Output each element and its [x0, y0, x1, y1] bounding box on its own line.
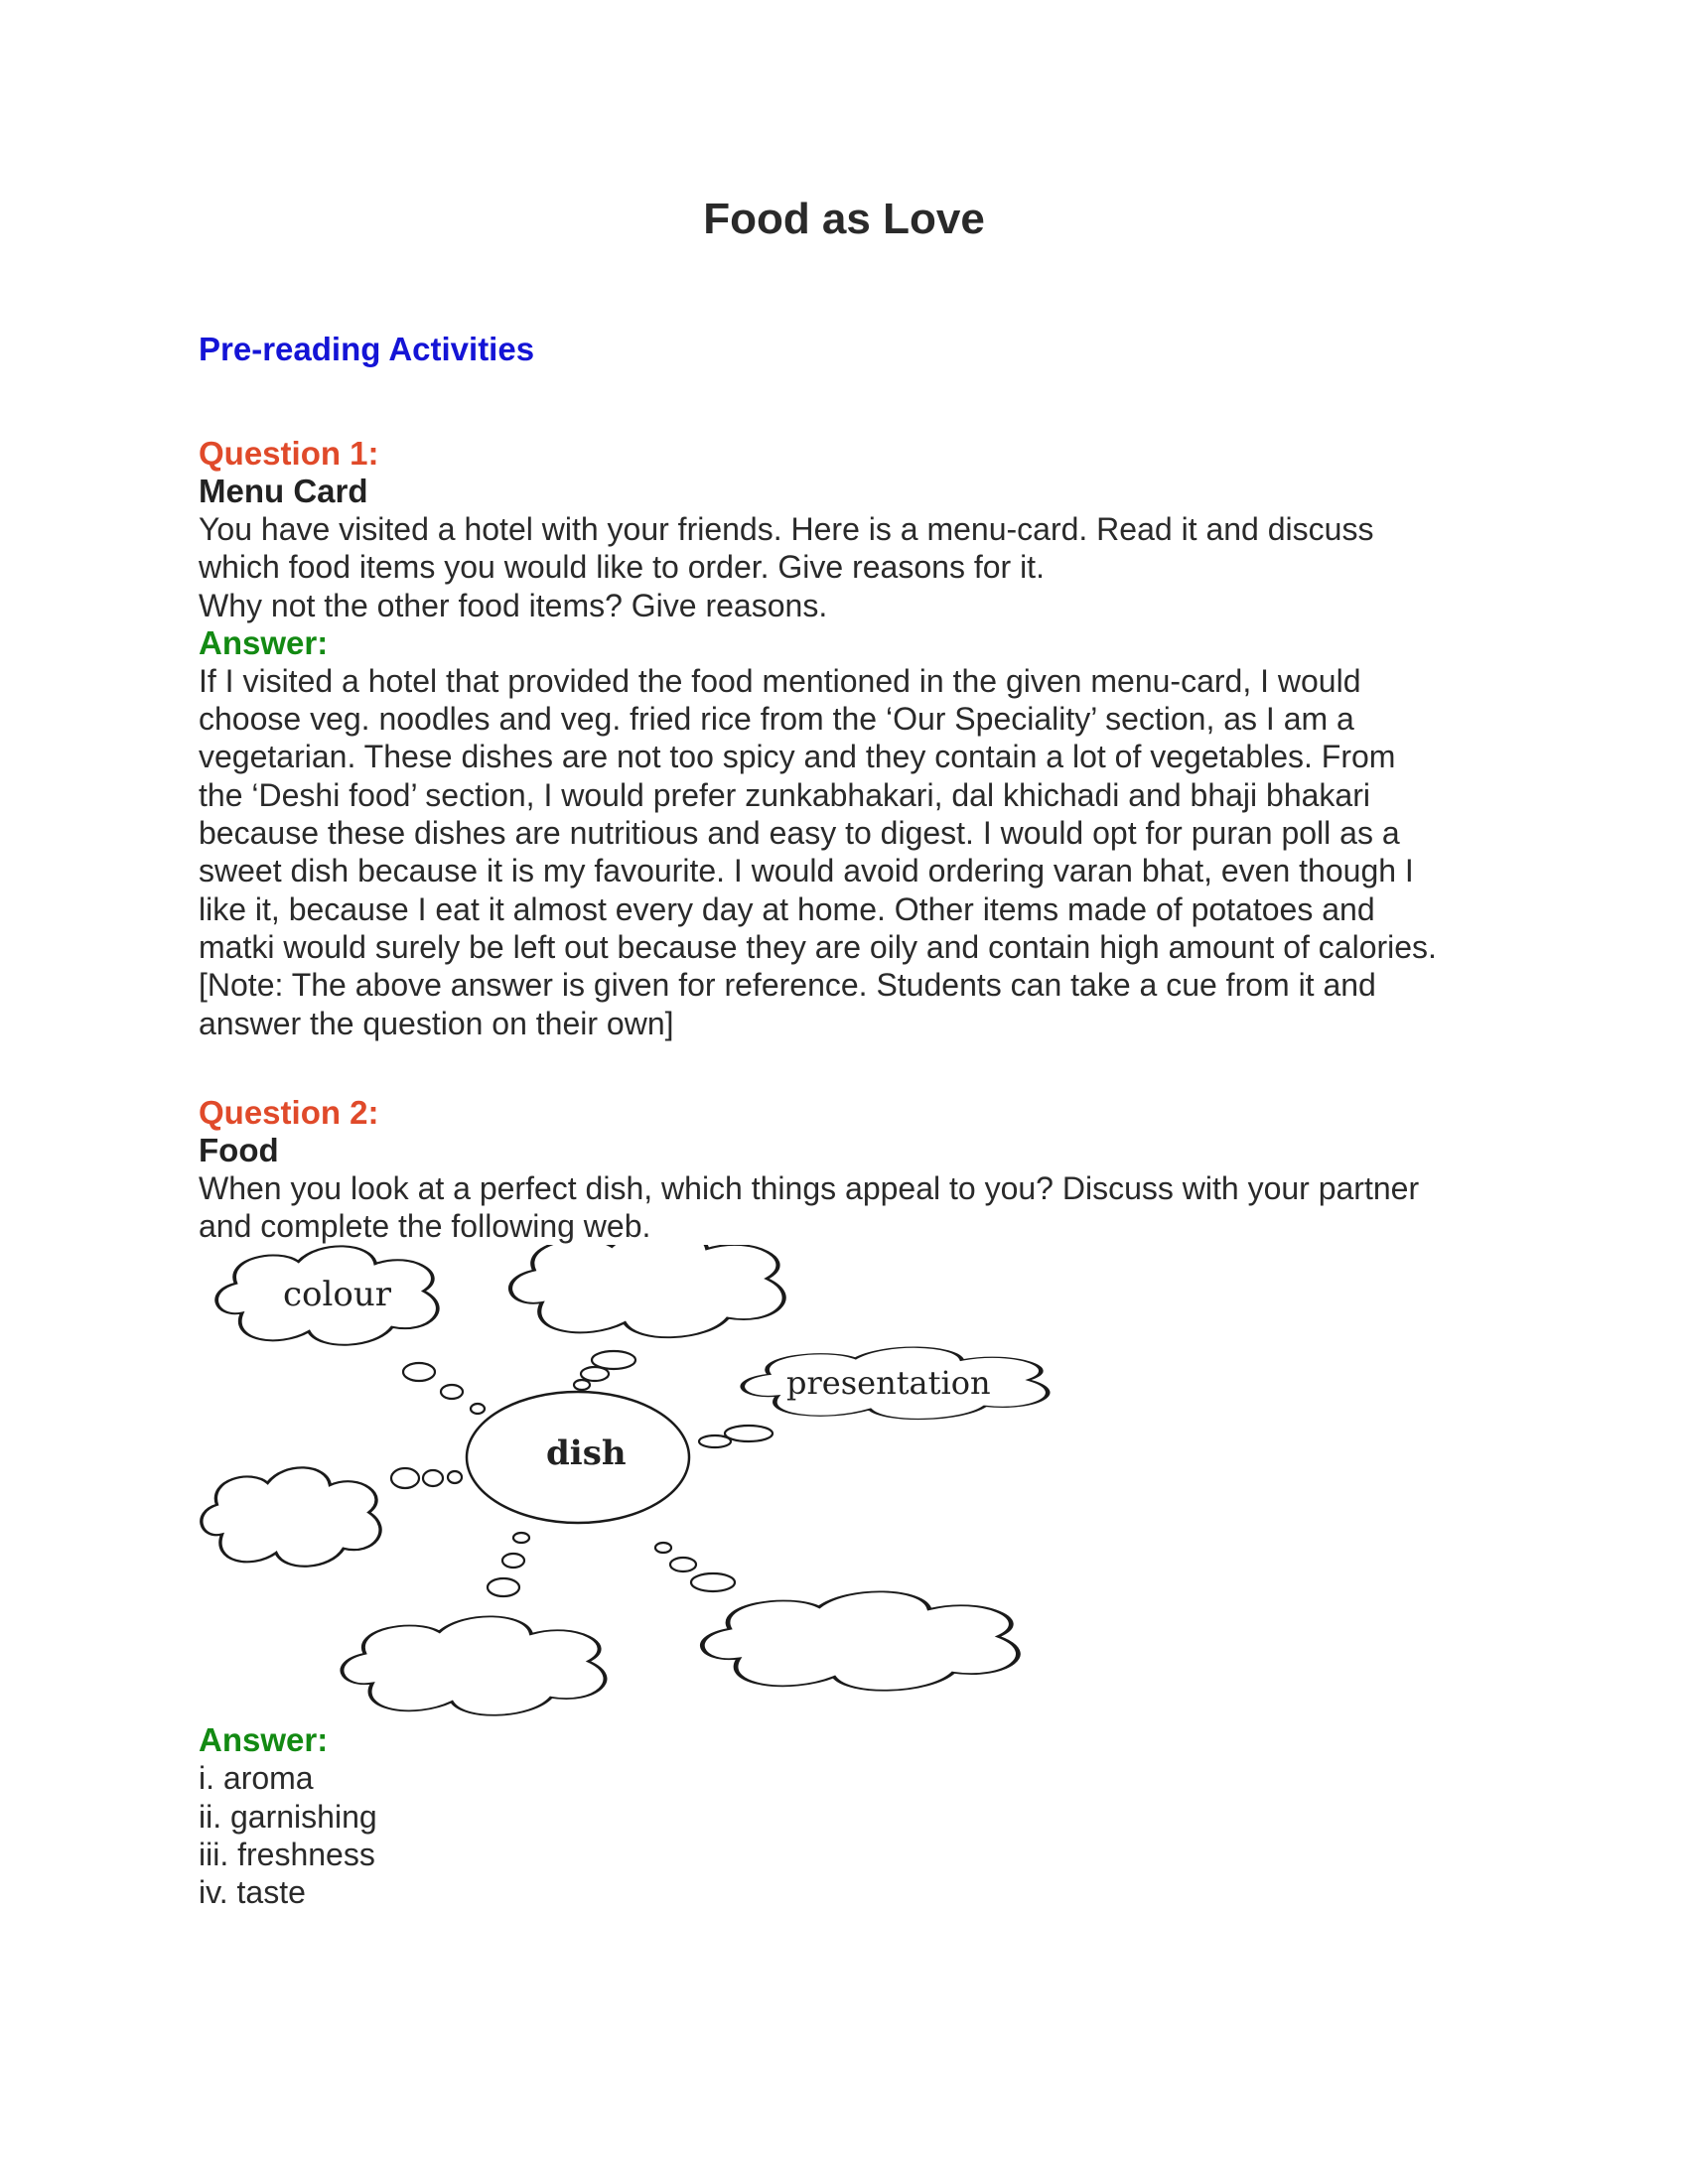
- bubble-dot: [513, 1533, 529, 1543]
- bubble-dot: [448, 1471, 462, 1483]
- bubble-dot: [655, 1543, 671, 1553]
- answer-1-line: If I visited a hotel that provided the food mentioned in the given menu-card, I would: [199, 662, 1361, 699]
- page-title: Food as Love: [703, 195, 985, 243]
- answer-1-line: like it, because I eat it almost every day at home. Other items made of potatoes and: [199, 890, 1375, 927]
- bubble-dot: [691, 1573, 735, 1591]
- question-2-line: and complete the following web.: [199, 1208, 651, 1245]
- question-2-line: When you look at a perfect dish, which things appeal to you? Discuss with your partner: [199, 1169, 1420, 1206]
- answer-1-label: Answer:: [199, 623, 329, 661]
- cloud-empty-left: [202, 1468, 380, 1567]
- bubble-dot: [471, 1404, 485, 1414]
- answer-2-label: Answer:: [199, 1721, 329, 1759]
- bubble-dot: [423, 1470, 443, 1486]
- web-label-colour: colour: [283, 1275, 392, 1315]
- cloud-empty-top: [510, 1245, 784, 1337]
- answer-1-line: matki would surely be left out because they are oily and contain high amount of calories.: [199, 928, 1437, 965]
- question-1-label: Question 1:: [199, 435, 379, 472]
- web-label-dish: dish: [546, 1433, 627, 1474]
- bubble-dot: [699, 1435, 731, 1447]
- thought-web-diagram: [199, 1245, 1291, 1721]
- answer-1-line: the ‘Deshi food’ section, I would prefer zunkabhakari, dal khichadi and bhaji bhakari: [199, 776, 1370, 813]
- question-1: [199, 435, 1509, 1042]
- section-heading: Pre-reading Activities: [199, 331, 535, 367]
- web-svg: [199, 1245, 1291, 1721]
- question-2-label: Question 2:: [199, 1093, 379, 1131]
- answer-1-line: answer the question on their own]: [199, 1005, 674, 1041]
- bubble-dot: [574, 1380, 590, 1390]
- list-item: iii. freshness: [199, 1837, 375, 1873]
- bubble-dot: [670, 1558, 696, 1571]
- list-item: ii. garnishing: [199, 1798, 377, 1835]
- answer-1-line: sweet dish because it is my favourite. I would avoid ordering varan bhat, even though I: [199, 853, 1414, 889]
- bubble-dot: [488, 1578, 519, 1596]
- question-1-line: which food items you would like to order. Give reasons for it.: [199, 549, 1045, 586]
- question-2-subtitle: Food: [199, 1131, 279, 1168]
- question-1-line: You have visited a hotel with your friends. Here is a menu-card. Read it and discuss: [199, 511, 1374, 547]
- bubble-dot: [403, 1363, 435, 1381]
- answer-1-line: [Note: The above answer is given for reference. Students can take a cue from it and: [199, 967, 1376, 1004]
- cloud-empty-bottom-right: [702, 1592, 1018, 1691]
- question-2: [199, 1094, 1509, 1912]
- bubble-dot: [725, 1426, 773, 1441]
- bubble-dot: [391, 1468, 419, 1488]
- list-item: iv. taste: [199, 1874, 306, 1911]
- bubble-dot: [441, 1385, 463, 1399]
- bubble-dot: [502, 1554, 524, 1568]
- content: [199, 328, 1509, 1912]
- web-label-presentation: presentation: [786, 1364, 991, 1403]
- bubble-dot: [581, 1367, 609, 1381]
- answer-1-line: vegetarian. These dishes are not too spicy and they contain a lot of vegetables. From: [199, 739, 1396, 775]
- question-1-subtitle: Menu Card: [199, 473, 368, 509]
- list-item: i. aroma: [199, 1760, 314, 1797]
- cloud-empty-bottom-left: [342, 1617, 605, 1715]
- question-1-line: Why not the other food items? Give reasons.: [199, 587, 828, 623]
- answer-1-line: choose veg. noodles and veg. fried rice from the ‘Our Speciality’ section, as I am a: [199, 701, 1354, 738]
- answer-2-list: [199, 1759, 1509, 1911]
- answer-1-line: because these dishes are nutritious and easy to digest. I would opt for puran poll as a: [199, 815, 1400, 852]
